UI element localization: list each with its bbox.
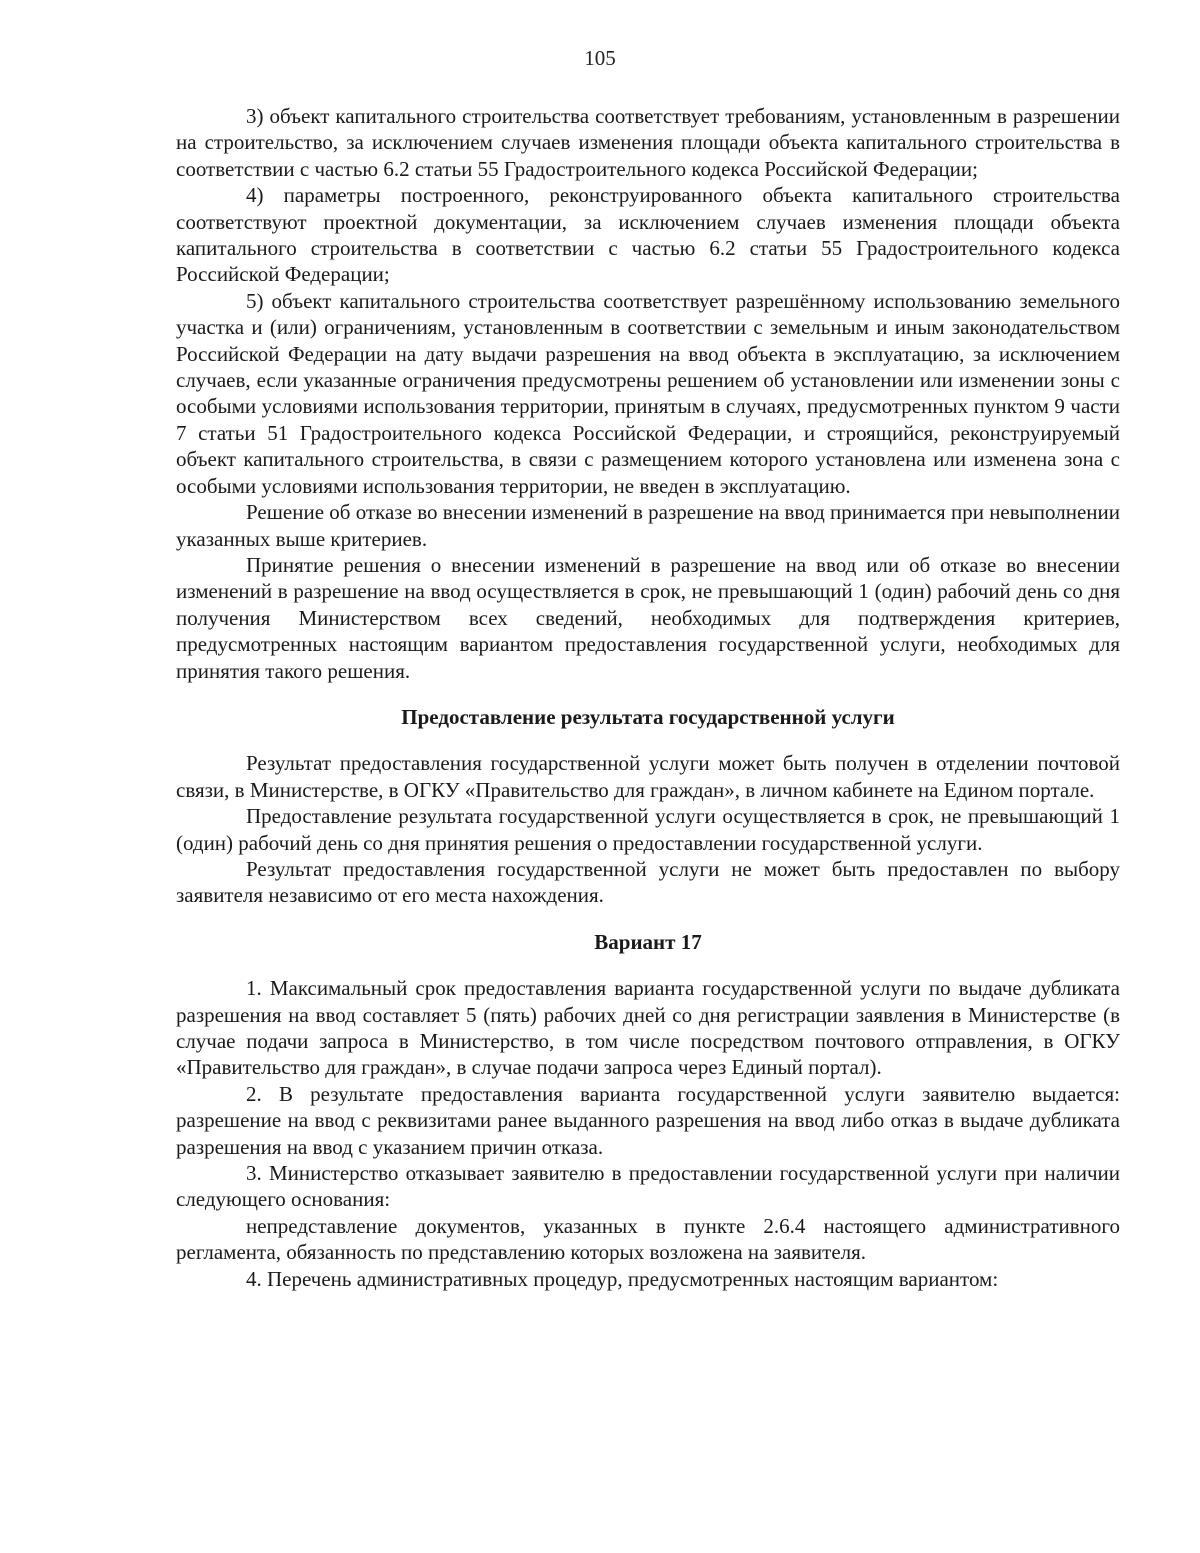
- document-body: [176, 103, 1120, 1292]
- paragraph-result-term: Предоставление результата государственной услуги осуществляется в срок, не превышающий 1 (один) рабочий день со дня принятия решения о предоставлении государственной услуги.: [176, 804, 1120, 855]
- paragraph-item-3: 3. Министерство отказывает заявителю в предоставлении государственной услуги при наличии следующего основания:: [176, 1161, 1120, 1212]
- paragraph-item-1: 1. Максимальный срок предоставления варианта государственной услуги по выдаче дубликата разрешения на ввод составляет 5 (пять) рабочих дней со дня регистрации заявления в Министерстве (в случае подачи запроса в Министерство, в том числе посредством почтового отправления, в ОГКУ «Правительство для граждан», в случае подачи запроса через Единый портал).: [176, 976, 1120, 1080]
- paragraph-item-4: 4. Перечень административных процедур, предусмотренных настоящим вариантом:: [246, 1266, 999, 1291]
- paragraph-criterion-4: 4) параметры построенного, реконструированного объекта капитального строительства соответствуют проектной документации, за исключением случаев изменения площади объекта капитального строительства в соответствии с частью 6.2 статьи 55 Градостроительного кодекса Российской Федерации;: [176, 183, 1120, 287]
- paragraph-result-location: Результат предоставления государственной услуги не может быть предоставлен по выбору заявителя независимо от его места нахождения.: [176, 856, 1120, 908]
- paragraph-decision-term: Принятие решения о внесении изменений в разрешение на ввод или об отказе во внесении изменений в разрешение на ввод осуществляется в срок, не превышающий 1 (один) рабочий день со дня получения Министерством всех сведений, необходимых для подтверждения критериев, предусмотренных настоящим вариантом предоставления государственной услуги, необходимых для принятия такого решения.: [176, 552, 1120, 683]
- paragraph-item-2: 2. В результате предоставления варианта государственной услуги заявителю выдается: разрешение на ввод с реквизитами ранее выданного разрешения на ввод либо отказ в выдаче дубликата разрешения на ввод с указанием причин отказа.: [176, 1081, 1120, 1159]
- paragraph-refusal-decision: Решение об отказе во внесении изменений в разрешение на ввод принимается при невыполнении указанных выше критериев.: [176, 500, 1120, 551]
- section-heading-variant-17: Вариант 17: [594, 929, 702, 954]
- paragraph-item-3-basis: непредставление документов, указанных в пункте 2.6.4 настоящего административного регламента, обязанность по представлению которых возложена на заявителя.: [176, 1213, 1120, 1265]
- paragraph-criterion-5: 5) объект капитального строительства соответствует разрешённому использованию земельного участка и (или) ограничениям, установленным в соответствии с земельным и иным законодательством Российской Федерации на дату выдачи разрешения на ввод объекта в эксплуатацию, за исключением случаев, если указанные ограничения предусмотрены решением об установлении или изменении зоны с особыми условиями использования территории, принятым в случаях, предусмотренных пунктом 9 части 7 статьи 51 Градостроительного кодекса Российской Федерации, и строящийся, реконструируемый объект капитального строительства, в связи с размещением которого установлена или изменена зона с особыми условиями использования территории, не введен в эксплуатацию.: [176, 288, 1120, 498]
- page-number: 105: [584, 46, 616, 70]
- section-heading-result: Предоставление результата государственной услуги: [401, 704, 895, 729]
- paragraph-result-channels: Результат предоставления государственной услуги может быть получен в отделении почтовой связи, в Министерстве, в ОГКУ «Правительство для граждан», в личном кабинете на Едином портале.: [176, 751, 1120, 802]
- paragraph-criterion-3: 3) объект капитального строительства соответствует требованиям, установленным в разрешении на строительство, за исключением случаев изменения площади объекта капитального строительства в соответствии с частью 6.2 статьи 55 Градостроительного кодекса Российской Федерации;: [176, 104, 1120, 181]
